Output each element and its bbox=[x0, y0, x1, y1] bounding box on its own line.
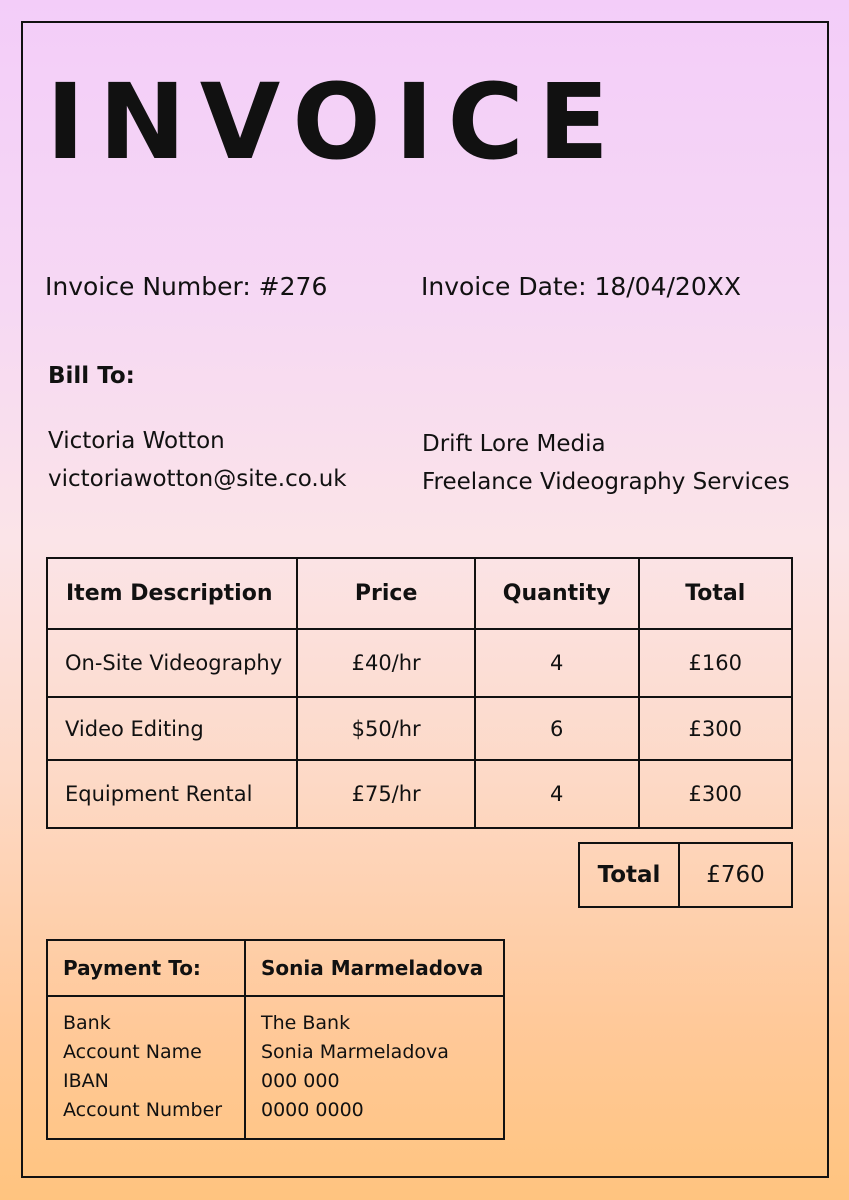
field-iban: IBAN bbox=[63, 1070, 109, 1092]
payment-to-label: Payment To: bbox=[47, 940, 245, 996]
item-quantity: 4 bbox=[475, 760, 639, 828]
item-total: £300 bbox=[639, 697, 793, 760]
value-iban: 000 000 bbox=[261, 1070, 340, 1092]
header-price: Price bbox=[297, 558, 474, 629]
client-email: victoriawotton@site.co.uk bbox=[48, 466, 347, 492]
header-quantity: Quantity bbox=[475, 558, 639, 629]
payment-field-labels bbox=[47, 996, 245, 1139]
payment-table bbox=[46, 939, 505, 1140]
client-name: Victoria Wotton bbox=[48, 428, 225, 454]
field-account-name: Account Name bbox=[63, 1041, 202, 1063]
item-price: $50/hr bbox=[297, 697, 474, 760]
header-total: Total bbox=[639, 558, 793, 629]
header-item-description: Item Description bbox=[47, 558, 297, 629]
item-price: £40/hr bbox=[297, 629, 474, 697]
item-description: Equipment Rental bbox=[47, 760, 297, 828]
bill-to-label: Bill To: bbox=[48, 363, 135, 389]
total-box bbox=[578, 842, 793, 908]
field-account-number: Account Number bbox=[63, 1099, 223, 1121]
item-description: Video Editing bbox=[47, 697, 297, 760]
value-bank: The Bank bbox=[261, 1012, 351, 1034]
invoice-number: Invoice Number: #276 bbox=[45, 272, 328, 301]
payee-name: Sonia Marmeladova bbox=[245, 940, 504, 996]
value-account-number: 0000 0000 bbox=[261, 1099, 364, 1121]
item-total: £160 bbox=[639, 629, 793, 697]
items-table bbox=[46, 557, 793, 829]
invoice-title: INVOICE bbox=[46, 61, 623, 183]
item-quantity: 6 bbox=[475, 697, 639, 760]
sender-info bbox=[422, 425, 790, 501]
value-account-name: Sonia Marmeladova bbox=[261, 1041, 449, 1063]
sender-company: Drift Lore Media bbox=[422, 431, 606, 457]
payment-field-values bbox=[245, 996, 504, 1139]
table-row bbox=[47, 760, 792, 828]
item-description: On-Site Videography bbox=[47, 629, 297, 697]
field-bank: Bank bbox=[63, 1012, 111, 1034]
total-value: £760 bbox=[679, 843, 792, 907]
client-info bbox=[48, 422, 347, 498]
items-header-row bbox=[47, 558, 792, 629]
invoice-date: Invoice Date: 18/04/20XX bbox=[421, 272, 741, 301]
sender-service: Freelance Videography Services bbox=[422, 469, 790, 495]
item-total: £300 bbox=[639, 760, 793, 828]
table-row bbox=[47, 629, 792, 697]
total-label: Total bbox=[579, 843, 679, 907]
table-row bbox=[47, 697, 792, 760]
item-price: £75/hr bbox=[297, 760, 474, 828]
item-quantity: 4 bbox=[475, 629, 639, 697]
